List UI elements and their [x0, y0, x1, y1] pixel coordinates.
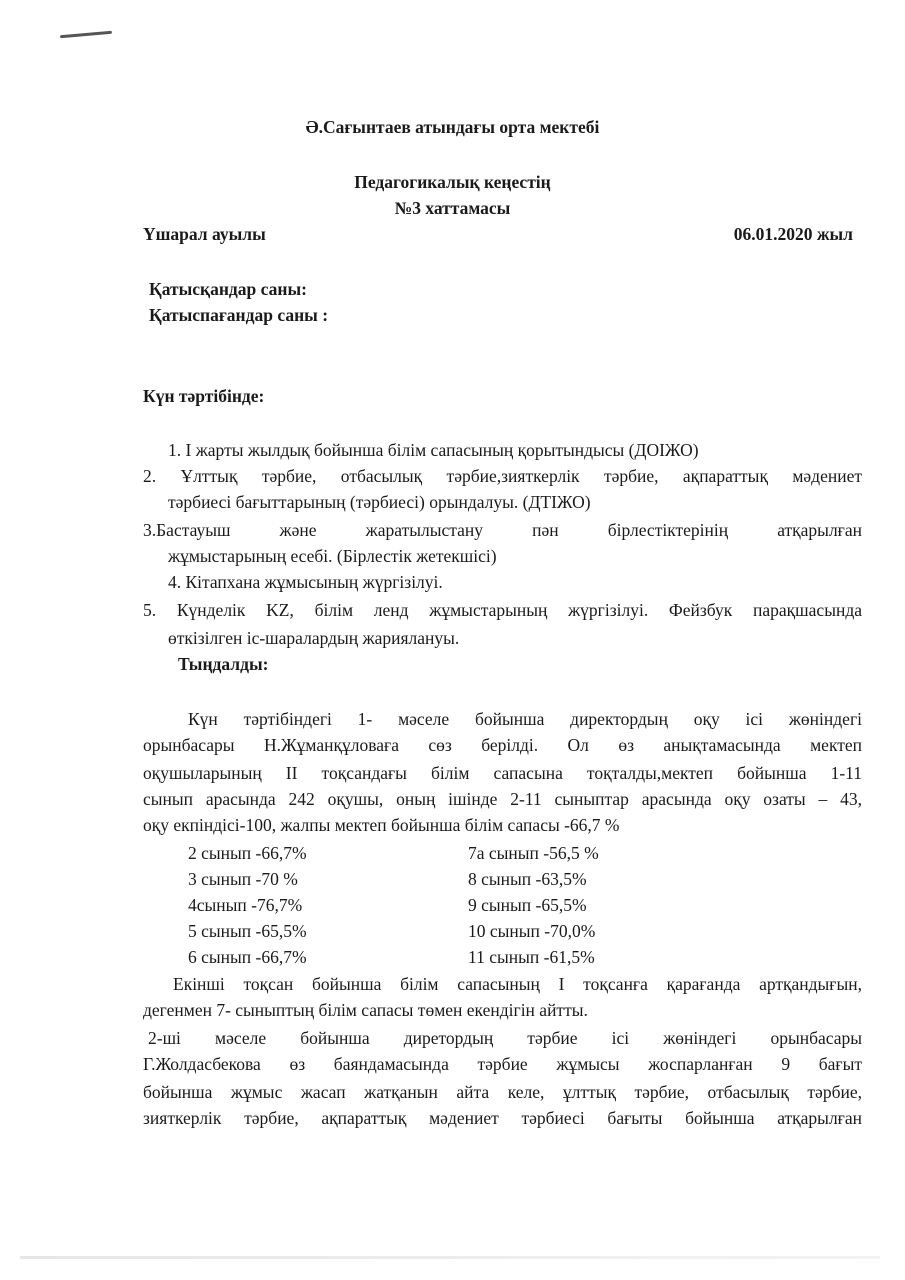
agenda-line: 2. Ұлттық тәрбие, отбасылық тәрбие,зияткерлік тәрбие, ақпараттық мәдениет [143, 466, 862, 486]
agenda-line: 5. Күнделік KZ, білім ленд жұмыстарының жүргізілуі. Фейзбук парақшасында [143, 600, 862, 620]
attendance-absent: Қатыспағандар саны : [149, 305, 329, 325]
grade-row [188, 946, 648, 972]
village-name: Үшарал ауылы [143, 224, 266, 244]
grade-left: 3 сынып -70 % [188, 869, 298, 889]
paragraph-line: Г.Жолдасбекова өз баяндамасында тәрбие жұмысы жоспарланған 9 бағыт [143, 1054, 862, 1074]
grade-right: 8 сынып -63,5% [468, 869, 587, 889]
grade-right: 9 сынып -65,5% [468, 895, 587, 915]
paragraph-line: дегенмен 7- сыныптың білім сапасы төмен екендігін айтты. [143, 1000, 588, 1020]
paragraph-line: оқушыларының ІІ тоқсандағы білім сапасына тоқталды,мектеп бойынша 1-11 [143, 763, 862, 783]
paragraph-line: орынбасары Н.Жұманқұловаға сөз берілді. Ол өз анықтамасында мектеп [143, 735, 862, 755]
paragraph-line: зияткерлік тәрбие, ақпараттық мәдениет тәрбиесі бағыты бойынша атқарылған [143, 1108, 862, 1128]
paragraph-line: сынып арасында 242 оқушы, оның ішінде 2-11 сыныптар арасында оқу озаты – 43, [143, 789, 862, 809]
agenda-line: 4. Кітапхана жұмысының жүргізілуі. [168, 572, 443, 592]
agenda-title: Күн тәртібінде: [143, 386, 265, 406]
grade-left: 6 сынып -66,7% [188, 947, 307, 967]
heard-title: Тыңдалды: [178, 654, 269, 674]
grade-right: 10 сынып -70,0% [468, 921, 596, 941]
agenda-line: 3.Бастауыш және жаратылыстану пән бірлестіктерінің атқарылған [143, 520, 862, 540]
agenda-line: 1. І жарты жылдық бойынша білім сапасының қорытындысы (ДОІЖО) [168, 440, 699, 460]
grade-left: 4сынып -76,7% [188, 895, 303, 915]
agenda-line: жұмыстарының есебі. (Бірлестік жетекшісі) [168, 546, 497, 566]
paragraph-line: Күн тәртібіндегі 1- мәселе бойынша директордың оқу ісі жөніндегі [188, 709, 862, 729]
grade-row [188, 920, 648, 946]
grade-row [188, 894, 648, 920]
agenda-line: өткізілген іс-шаралардың жариялануы. [168, 628, 460, 648]
scan-mark [60, 31, 112, 39]
grades-list [188, 842, 648, 972]
school-name: Ә.Сағынтаев атындағы орта мектебі [305, 117, 600, 137]
grade-left: 2 сынып -66,7% [188, 843, 307, 863]
grade-left: 5 сынып -65,5% [188, 921, 307, 941]
paragraph-line: Екінші тоқсан бойынша білім сапасының І тоқсанға қарағанда артқандығын, [173, 974, 862, 994]
paragraph-line: 2-ші мәселе бойынша диретордың тәрбие ісі жөніндегі орынбасары [148, 1028, 862, 1048]
paragraph-line: бойынша жұмыс жасап жатқанын айта келе, ұлттық тәрбие, отбасылық тәрбие, [143, 1082, 862, 1102]
paragraph-line: оқу екпіндісі-100, жалпы мектеп бойынша білім сапасы -66,7 % [143, 815, 620, 835]
grade-right: 11 сынып -61,5% [468, 947, 595, 967]
agenda-line: тәрбиесі бағыттарының (тәрбиесі) орындалуы. (ДТІЖО) [168, 492, 591, 512]
grade-row [188, 842, 648, 868]
protocol-date: 06.01.2020 жыл [733, 224, 853, 244]
scan-bottom-edge [20, 1256, 880, 1259]
protocol-number: №3 хаттамасы [394, 198, 511, 218]
grade-right: 7а сынып -56,5 % [468, 843, 599, 863]
grade-row [188, 868, 648, 894]
council-title: Педагогикалық кеңестің [354, 172, 551, 192]
attendance-present: Қатысқандар саны: [149, 279, 307, 299]
